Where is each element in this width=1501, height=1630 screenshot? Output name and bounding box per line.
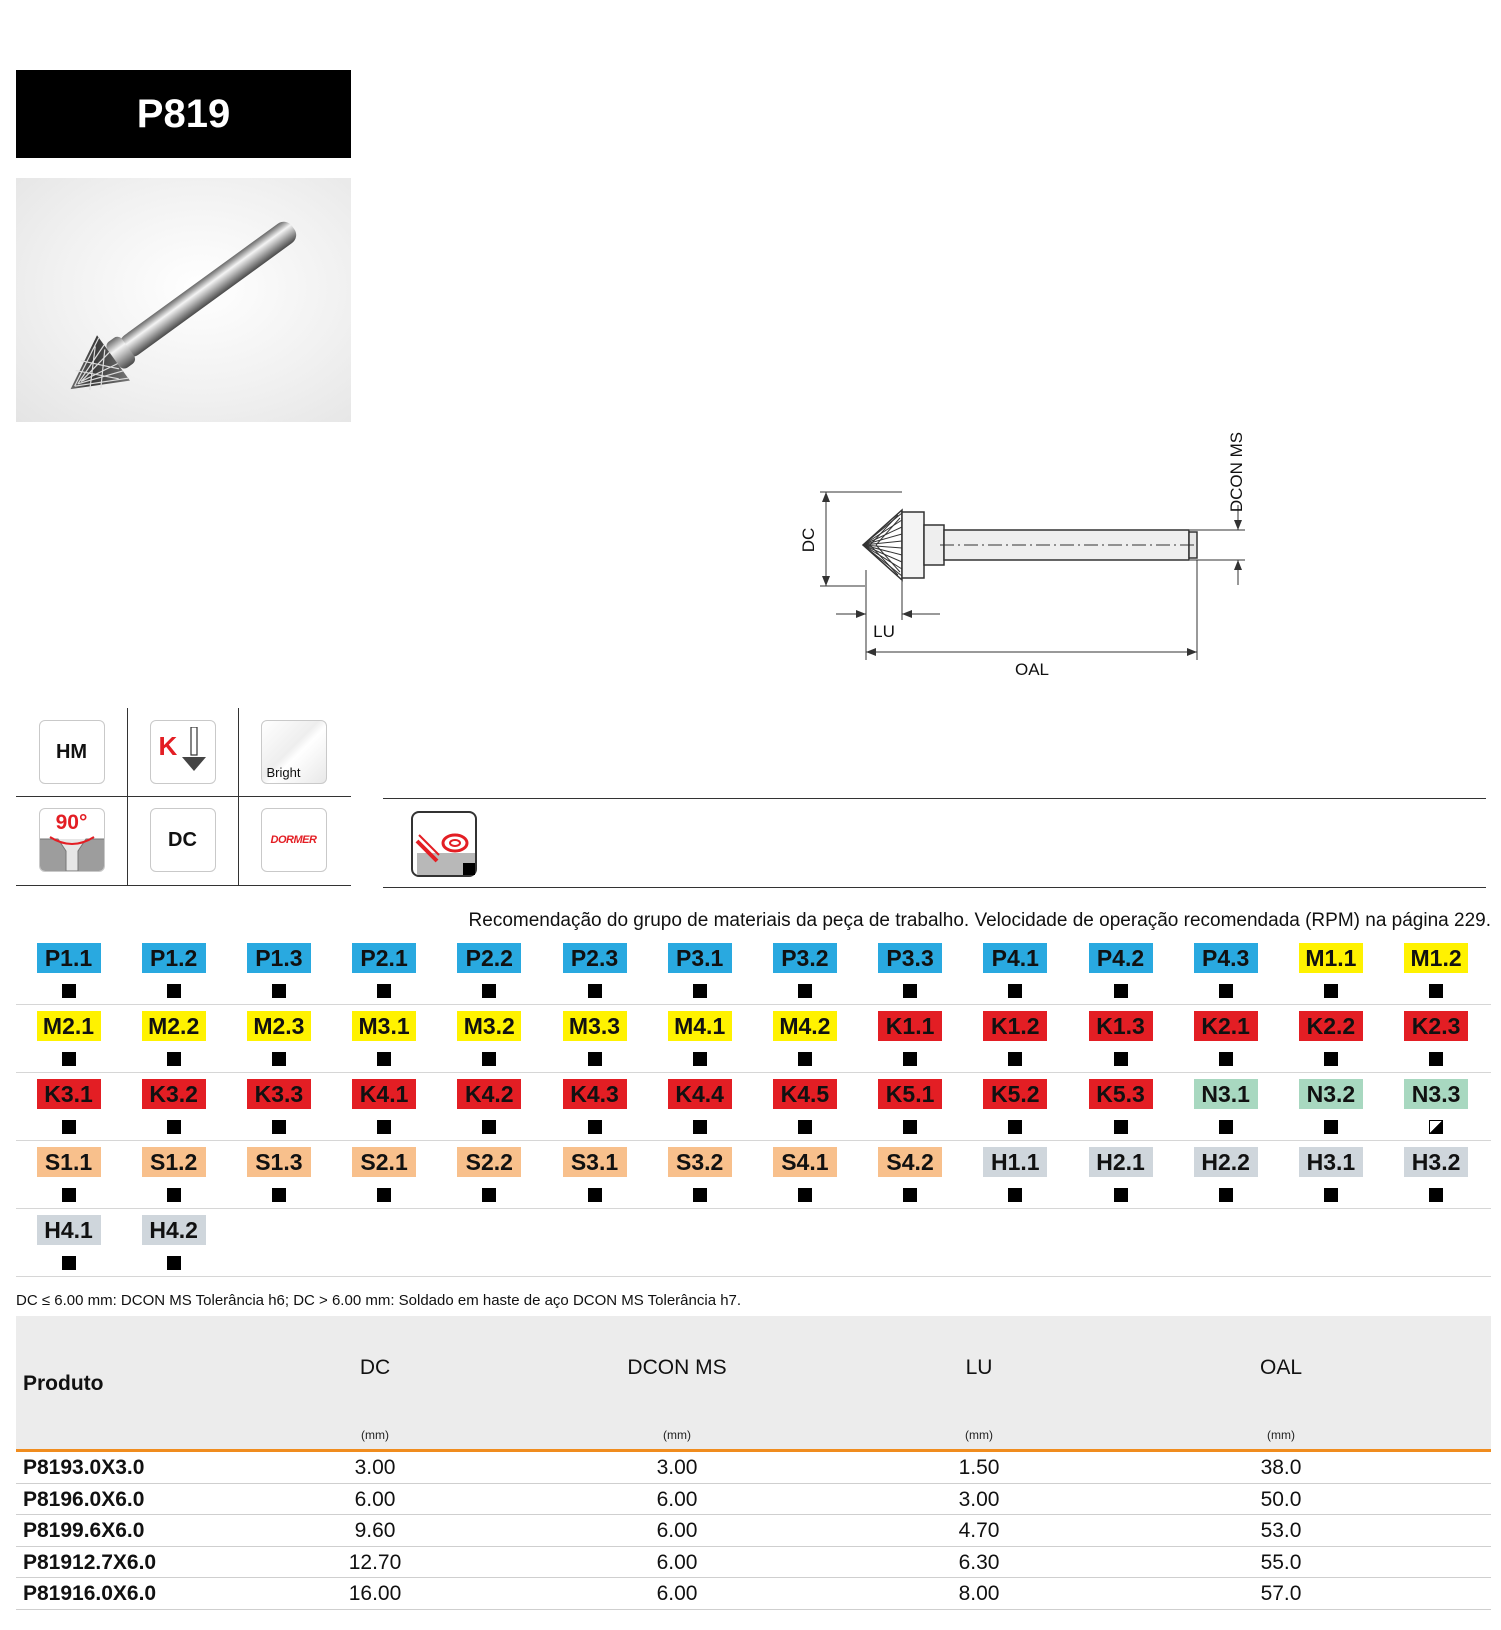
material-cell xyxy=(1278,1141,1383,1209)
material-row xyxy=(16,1005,1491,1073)
material-cell xyxy=(121,937,226,1005)
cut-dc-icon xyxy=(150,808,216,872)
material-cell xyxy=(542,1005,647,1073)
shape-k-icon xyxy=(150,720,216,784)
product-code: P8199.6X6.0 xyxy=(23,1519,145,1542)
material-cell xyxy=(226,937,331,1005)
unit-dcon: (mm) xyxy=(663,1428,691,1442)
suitability-mark xyxy=(798,1120,812,1134)
suitability-mark xyxy=(1219,1052,1233,1066)
material-cell xyxy=(1384,937,1489,1005)
material-cell xyxy=(1278,1005,1383,1073)
unit-oal: (mm) xyxy=(1267,1428,1295,1442)
table-cell: 55.0 xyxy=(1260,1550,1302,1574)
material-badge: N3.3 xyxy=(1404,1079,1468,1109)
material-cell xyxy=(1068,937,1173,1005)
table-cell: 6.00 xyxy=(656,1550,698,1574)
suitability-mark xyxy=(1114,1120,1128,1134)
material-cell xyxy=(542,937,647,1005)
material-cell xyxy=(16,1209,121,1277)
suitability-mark xyxy=(693,984,707,998)
table-cell: 3.00 xyxy=(656,1456,698,1479)
material-cell xyxy=(858,1073,963,1141)
table-cell: 6.00 xyxy=(656,1487,698,1511)
suitability-mark xyxy=(1008,1120,1022,1134)
material-cell xyxy=(121,1141,226,1209)
unit-dc: (mm) xyxy=(361,1428,389,1442)
bright-finish-icon xyxy=(261,720,327,784)
material-badge: H1.1 xyxy=(983,1147,1047,1177)
header-dc: DC xyxy=(359,1356,391,1379)
material-cell xyxy=(858,937,963,1005)
suitability-mark xyxy=(693,1188,707,1202)
deburring-operation-icon xyxy=(411,811,477,877)
material-row xyxy=(16,937,1491,1005)
material-cell xyxy=(647,937,752,1005)
material-badge: N3.1 xyxy=(1194,1079,1258,1109)
material-cell xyxy=(963,937,1068,1005)
suitability-mark xyxy=(62,1120,76,1134)
table-cell: 6.00 xyxy=(656,1519,698,1542)
material-cell xyxy=(647,1073,752,1141)
suitability-mark xyxy=(62,1188,76,1202)
material-badge: K4.5 xyxy=(773,1079,837,1109)
header-dcon: DCON MS xyxy=(627,1356,727,1379)
table-cell: 9.60 xyxy=(354,1519,396,1542)
finish-label: Bright xyxy=(266,765,301,780)
material-cell xyxy=(332,937,437,1005)
material-badge: P4.3 xyxy=(1194,943,1258,973)
table-header xyxy=(16,1316,1491,1452)
suitability-mark xyxy=(272,1052,286,1066)
suitability-mark xyxy=(272,1188,286,1202)
operation-area xyxy=(383,798,1486,888)
material-badge: K2.3 xyxy=(1404,1011,1468,1041)
material-badge: K4.1 xyxy=(352,1079,416,1109)
material-badge: P3.1 xyxy=(668,943,732,973)
suitability-mark xyxy=(798,984,812,998)
material-badge: P4.1 xyxy=(983,943,1047,973)
material-cell xyxy=(121,1209,226,1277)
material-cell xyxy=(16,1073,121,1141)
suitability-mark xyxy=(272,1120,286,1134)
material-badge: K5.3 xyxy=(1089,1079,1153,1109)
suitability-mark xyxy=(62,984,76,998)
table-cell: 6.00 xyxy=(656,1582,698,1605)
suitability-mark xyxy=(1219,1188,1233,1202)
suitability-mark xyxy=(1219,984,1233,998)
material-cell xyxy=(332,1141,437,1209)
product-title: P819 xyxy=(16,70,351,158)
material-badge: S2.2 xyxy=(457,1147,521,1177)
material-cell xyxy=(1173,1141,1278,1209)
material-cell xyxy=(1173,1005,1278,1073)
material-cell xyxy=(437,937,542,1005)
material-cell xyxy=(647,1141,752,1209)
material-badge: S1.2 xyxy=(142,1147,206,1177)
suitability-mark xyxy=(1429,1052,1443,1066)
material-hm-icon xyxy=(39,720,105,784)
suitability-mark xyxy=(377,984,391,998)
material-cell xyxy=(752,1005,857,1073)
material-cell xyxy=(1384,1073,1489,1141)
material-badge: M2.1 xyxy=(37,1011,101,1041)
suitability-mark xyxy=(693,1052,707,1066)
suitability-mark xyxy=(1219,1120,1233,1134)
material-badge: P1.2 xyxy=(142,943,206,973)
material-cell xyxy=(1068,1073,1173,1141)
suitability-mark xyxy=(482,1188,496,1202)
material-badge: K3.2 xyxy=(142,1079,206,1109)
suitability-mark xyxy=(377,1188,391,1202)
material-cell xyxy=(542,1141,647,1209)
material-badge: P4.2 xyxy=(1089,943,1153,973)
table-cell: 53.0 xyxy=(1260,1519,1302,1542)
material-cell xyxy=(121,1005,226,1073)
material-badge: P2.2 xyxy=(457,943,521,973)
table-row xyxy=(16,1484,1491,1516)
angle-label: 90° xyxy=(55,811,88,834)
table-cell: 38.0 xyxy=(1260,1456,1302,1479)
material-cell xyxy=(752,937,857,1005)
material-cell xyxy=(121,1073,226,1141)
material-badge: K4.4 xyxy=(668,1079,732,1109)
material-cell xyxy=(647,1005,752,1073)
material-cell xyxy=(1173,1073,1278,1141)
suitability-mark xyxy=(588,1052,602,1066)
table-row xyxy=(16,1547,1491,1579)
material-cell xyxy=(437,1141,542,1209)
table-cell: 3.00 xyxy=(354,1456,396,1479)
material-cell xyxy=(858,1005,963,1073)
product-photo xyxy=(16,178,351,422)
material-badge: K1.1 xyxy=(878,1011,942,1041)
suitability-mark xyxy=(167,1188,181,1202)
material-badge: M3.1 xyxy=(352,1011,416,1041)
material-badge: K3.1 xyxy=(37,1079,101,1109)
suitability-mark xyxy=(167,1256,181,1270)
dcon-label: DCON MS xyxy=(1227,431,1246,513)
material-cell xyxy=(16,1005,121,1073)
material-cell xyxy=(226,1073,331,1141)
material-cell xyxy=(437,1005,542,1073)
material-badge: N3.2 xyxy=(1299,1079,1363,1109)
shape-letter: K xyxy=(158,731,178,761)
material-badge: M3.3 xyxy=(563,1011,627,1041)
material-badge: H3.1 xyxy=(1299,1147,1363,1177)
product-code: P81912.7X6.0 xyxy=(23,1550,157,1574)
material-cell xyxy=(226,1005,331,1073)
suitability-mark xyxy=(903,1120,917,1134)
oal-label: OAL xyxy=(1014,660,1050,679)
material-cell xyxy=(226,1141,331,1209)
material-badge: K2.1 xyxy=(1194,1011,1258,1041)
suitability-mark xyxy=(1429,984,1443,998)
property-icons xyxy=(16,708,351,886)
table-cell: 50.0 xyxy=(1260,1487,1302,1511)
material-row xyxy=(16,1073,1491,1141)
material-cell xyxy=(858,1141,963,1209)
cut-label: DC xyxy=(168,828,197,851)
material-cell xyxy=(1068,1005,1173,1073)
suitability-mark xyxy=(482,1052,496,1066)
suitability-mark xyxy=(1324,984,1338,998)
suitability-mark xyxy=(167,1120,181,1134)
suitability-mark xyxy=(1429,1188,1443,1202)
material-badge: M4.2 xyxy=(773,1011,837,1041)
table-row xyxy=(16,1515,1491,1547)
material-label: HM xyxy=(55,740,88,763)
material-badge: H2.2 xyxy=(1194,1147,1258,1177)
suitability-mark xyxy=(482,1120,496,1134)
table-cell: 8.00 xyxy=(958,1582,1000,1605)
brand-label: DORMER xyxy=(270,834,317,846)
suitability-mark xyxy=(588,1188,602,1202)
technical-drawing xyxy=(790,420,1290,710)
material-badge: M2.3 xyxy=(247,1011,311,1041)
material-cell xyxy=(542,1073,647,1141)
suitability-mark xyxy=(1114,1052,1128,1066)
material-badge: H4.1 xyxy=(37,1215,101,1245)
suitability-mark xyxy=(1324,1120,1338,1134)
material-cell xyxy=(963,1005,1068,1073)
material-cell xyxy=(437,1073,542,1141)
suitability-mark xyxy=(1008,1188,1022,1202)
suitability-mark xyxy=(798,1052,812,1066)
header-lu: LU xyxy=(965,1356,993,1379)
material-cell xyxy=(1384,1005,1489,1073)
suitability-mark xyxy=(1429,1120,1443,1134)
material-badge: P3.2 xyxy=(773,943,837,973)
table-cell: 12.70 xyxy=(348,1550,402,1574)
material-cell xyxy=(752,1141,857,1209)
suitability-mark xyxy=(377,1052,391,1066)
material-badge: K4.2 xyxy=(457,1079,521,1109)
material-badge: M1.2 xyxy=(1404,943,1468,973)
material-badge: M3.2 xyxy=(457,1011,521,1041)
material-cell xyxy=(963,1141,1068,1209)
material-badge: M2.2 xyxy=(142,1011,206,1041)
table-cell: 4.70 xyxy=(958,1519,1000,1542)
lu-label: LU xyxy=(873,622,895,641)
material-badge: P1.1 xyxy=(37,943,101,973)
material-badge: H2.1 xyxy=(1089,1147,1153,1177)
suitability-mark xyxy=(1008,1052,1022,1066)
material-cell xyxy=(752,1073,857,1141)
unit-lu: (mm) xyxy=(965,1428,993,1442)
suitability-mark xyxy=(588,984,602,998)
angle-90-icon xyxy=(39,808,105,872)
material-cell xyxy=(1278,1073,1383,1141)
suitability-mark xyxy=(167,984,181,998)
product-code: P8196.0X6.0 xyxy=(23,1487,145,1511)
dormer-logo-icon xyxy=(261,808,327,872)
material-badge: P2.1 xyxy=(352,943,416,973)
table-cell: 16.00 xyxy=(348,1582,402,1605)
material-cell xyxy=(1173,937,1278,1005)
material-cell xyxy=(1278,937,1383,1005)
material-badge: H4.2 xyxy=(142,1215,206,1245)
suitability-mark xyxy=(482,984,496,998)
suitability-mark xyxy=(62,1052,76,1066)
material-cell xyxy=(16,1141,121,1209)
suitability-mark xyxy=(1114,1188,1128,1202)
suitability-mark xyxy=(693,1120,707,1134)
suitability-mark xyxy=(588,1120,602,1134)
table-row xyxy=(16,1452,1491,1484)
material-badge: M4.1 xyxy=(668,1011,732,1041)
suitability-mark xyxy=(272,984,286,998)
suitability-mark xyxy=(1324,1052,1338,1066)
header-oal: OAL xyxy=(1259,1356,1303,1379)
material-cell xyxy=(332,1005,437,1073)
material-badge: P2.3 xyxy=(563,943,627,973)
material-badge: K1.2 xyxy=(983,1011,1047,1041)
table-cell: 57.0 xyxy=(1260,1582,1302,1605)
material-badge: K2.2 xyxy=(1299,1011,1363,1041)
material-group-grid xyxy=(16,937,1491,1277)
material-badge: H3.2 xyxy=(1404,1147,1468,1177)
tolerance-note: DC ≤ 6.00 mm: DCON MS Tolerância h6; DC > 6.00 mm: Soldado em haste de aço DCON MS Tolerância h7. xyxy=(16,1292,742,1309)
material-cell xyxy=(332,1073,437,1141)
material-badge: S4.2 xyxy=(878,1147,942,1177)
table-cell: 1.50 xyxy=(958,1456,1000,1479)
material-badge: S1.3 xyxy=(247,1147,311,1177)
material-badge: S3.1 xyxy=(563,1147,627,1177)
material-badge: S4.1 xyxy=(773,1147,837,1177)
material-badge: S1.1 xyxy=(37,1147,101,1177)
suitability-mark xyxy=(798,1188,812,1202)
material-badge: P1.3 xyxy=(247,943,311,973)
product-code: P81916.0X6.0 xyxy=(23,1582,157,1605)
material-cell xyxy=(16,937,121,1005)
material-badge: P3.3 xyxy=(878,943,942,973)
material-row xyxy=(16,1141,1491,1209)
product-code: P8193.0X3.0 xyxy=(23,1456,145,1479)
material-badge: S2.1 xyxy=(352,1147,416,1177)
material-badge: K3.3 xyxy=(247,1079,311,1109)
header-product: Produto xyxy=(23,1372,104,1395)
table-cell: 6.00 xyxy=(354,1487,396,1511)
dc-label: DC xyxy=(799,527,818,553)
material-badge: K5.2 xyxy=(983,1079,1047,1109)
suitability-mark xyxy=(1114,984,1128,998)
material-row xyxy=(16,1209,1491,1277)
material-cell xyxy=(1384,1141,1489,1209)
suitability-mark xyxy=(1324,1188,1338,1202)
material-cell xyxy=(1068,1141,1173,1209)
table-cell: 6.30 xyxy=(958,1550,1000,1574)
suitability-mark xyxy=(167,1052,181,1066)
suitability-mark xyxy=(903,984,917,998)
material-badge: S3.2 xyxy=(668,1147,732,1177)
recommendation-text: Recomendação do grupo de materiais da peça de trabalho. Velocidade de operação recomendada (RPM) na página 229. xyxy=(468,910,1491,931)
suitability-mark xyxy=(1008,984,1022,998)
table-cell: 3.00 xyxy=(958,1487,1000,1511)
material-badge: K4.3 xyxy=(563,1079,627,1109)
suitability-mark xyxy=(377,1120,391,1134)
material-badge: K5.1 xyxy=(878,1079,942,1109)
material-cell xyxy=(963,1073,1068,1141)
table-row xyxy=(16,1578,1491,1610)
material-badge: M1.1 xyxy=(1299,943,1363,973)
material-badge: K1.3 xyxy=(1089,1011,1153,1041)
suitability-mark xyxy=(62,1256,76,1270)
spec-table xyxy=(16,1316,1491,1610)
suitability-mark xyxy=(903,1052,917,1066)
suitability-mark xyxy=(903,1188,917,1202)
